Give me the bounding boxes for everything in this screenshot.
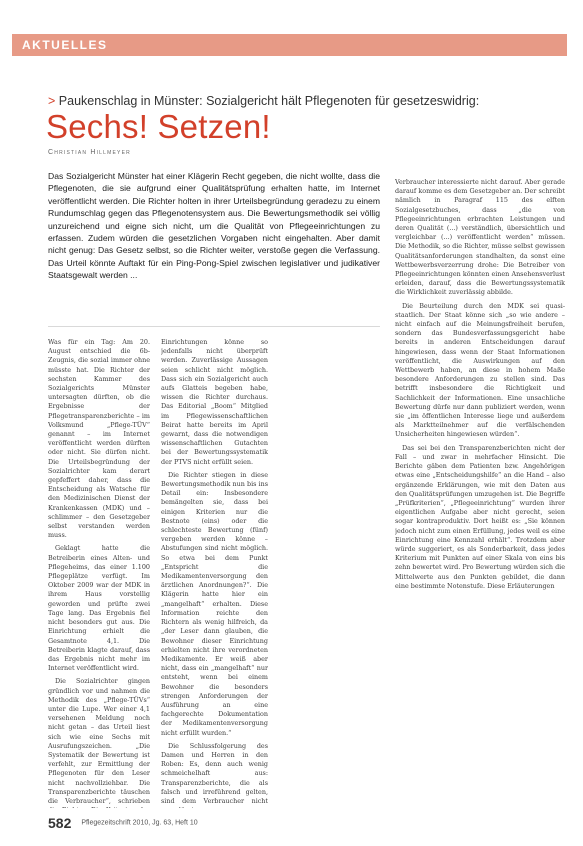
paragraph: Geklagt hatte die Betreiberin eines Alten- und Pflegeheims, das einer 1.100 Pflegeplätze verfügt. Im Oktober 2009 war der MDK in ihrem Haus vorstellig geworden und prüfte zwei Tage lang. Das Ergebnis fiel nicht besonders gut aus. Die Einrichtung erhielt die Gesamtnote 4,1. Die Betreiberin klagte darauf, dass das Ergebnis nicht mehr im Internet veröffentlicht wird. [48,544,150,673]
page-number: 582 [48,815,72,831]
kicker-arrow-icon: > [48,94,56,108]
paragraph: Das sei bei den Transparenzberichten nicht der Fall – und zwar in mehrfacher Hinsicht. Die Berichte gäben dem Patienten bzw. Angehörigen etwas eine „Entscheidungshilfe“ an die Hand – also ergänzende Erklärungen, wie mit den Daten aus den Qualitätsprüfungen umzugehen ist. Die Begriffe „Prüfkriterien“, „Pflegeeinrichtung“ wurden ihrer eigentlichen Aufgabe aber nicht gerecht, seien sogar kontraproduktiv. Dort heißt es: „Sie können jedoch nicht zum einen Erfüllung, jedes weil es eine Einrichtung eine Kennzahl erhält“. Trotzdem aber würde suggeriert, es als Sonderbarkeit, dass jedes Kriterium mit Punkten auf einer Skala von eins bis zehn bewertet wird. Pro Bewertung würden sich die Mittelwerte aus den Punkten gebildet, die dann eine bestimmte Notenstufe. Diese Erläuterungen [395,443,565,590]
body-column-1 [48,338,150,808]
body-column-3 [395,178,565,808]
journal-citation: Pflegezeitschrift 2010, Jg. 63, Heft 10 [81,819,198,827]
paragraph: Die Beurteilung durch den MDK sei quasi-staatlich. Der Staat könne sich „so wie andere – nicht einfach auf die Meinungsfreiheit berufen, sondern das Bundesverfassungsgericht habe bereits in anderen Entscheidungen darauf hingewiesen, dass wenn der Staat Informationen veröffentlicht, die Auswirkungen auf den Wettbewerb haben, an diese in hohem Maße besondere Anforderungen zu stellen sind. Das betrifft insbesondere die Richtigkeit und Sachlichkeit der Informationen. Eine unsachliche Bewertung dürfe nur dann publiziert werden, wenn sie „im öffentlichen Interesse liege und außerdem als Marktteilnehmer auf die verfälschenden Unsicherheiten hingewiesen würden“. [395,301,565,439]
paragraph: Die Sozialrichter gingen gründlich vor und nahmen die Methodik des „Pflege-TÜVs“ unter die Lupe. Wer einer 4,1 versehenen Meldung noch nicht getan – das Urteil liest sich wie eine Sechs mit Ausrufungszeichen. „Die Systematik der Bewertung ist verfehlt, zur Ermittlung der Pflegenoten für den Leser nicht nachvollziehbar. Die Transparenzberichte täuschen die Verbraucher“, schrieben [48,677,150,805]
page-footer [48,815,198,831]
article-headline: Sechs! Setzen! [46,108,271,145]
paragraph: Einrichtungen könne so jedenfalls nicht überprüft werden. Zuverlässige Aussagen seien schlicht nicht möglich. Dass sich ein Sozialgericht auch aufs Glatteis begeben habe, wissen die Richter durchaus. Das Editorial „Boom“ Mitglied im Pflegewissenschaftlichen Beirat hatte bereits im April gewarnt, dass die notwendigen wissenschaftlichen Gutachten bei der Bewertungssystematik der PTVS nicht erfüllt seien. [161,338,268,466]
paragraph: Was für ein Tag: Am 20. August entschied die 6b-Zeugnis, die sozial immer ohne müsste hat. Die Richter der sechsten Kammer des Sozialgerichts Münster untersagten dürften, ob die Ergebnisse der Pflegetransparenzberichte – im Volksmund „Pflege-TÜV“ genannt – im Internet veröffentlicht werden dürften oder nicht. Sie dürfen nicht. Die Urteilsbegründung der Sozialrichter kam derart gepfeffert daher, dass die Entscheidung als Watsche für den Medizinischen Dienst der Krankenkassen (MDK) und – schlimmer – den Gesetzgeber selbst verstanden werden muss. [48,338,150,540]
lead-divider [48,326,380,327]
body-column-2 [161,338,268,808]
article-lead: Das Sozialgericht Münster hat einer Klägerin Recht gegeben, die nicht wollte, dass die Pflegenoten, die sie aufgrund einer Qualitätsprüfung erhalten hatte, im Internet veröffentlicht werden. Die Richter holten in ihrer Urteilsbegründung geradezu zu einem Rundumschlag gegen das Pflegenotensystem aus. Die Bewertungsmethodik sei völlig unzureichend und eigne sich nicht, um die Qualität von Pflegeeinrichtungen zu erfassen. Zudem würden die gesetzlichen Vorgaben nicht eingehalten. Aber damit nicht genug: Das Gesetz selbst, so die Richter weiter, verstoße gegen die Verfassung. Das Urteil könnte Auftakt für ein Ping-Pong-Spiel zwischen legislativer und judikativer Staatsgewalt werden ... [48,171,380,281]
kicker-text: Paukenschlag in Münster: Sozialgericht hält Pflegenoten für gesetzeswidrig: [58,94,480,108]
article-kicker [48,94,548,108]
paragraph: Die Richter stiegen in diese Bewertungsmethodik nun bis ins Detail ein: Insbesondere bemängelten sie, dass bei einigen Kriterien nur die Bestnote (eins) oder die schlechteste Bewertung (fünf) vergeben werden könne – Abstufungen sind nicht möglich. So etwa bei dem Punkt „Entspricht die Medikamentenversorgung den ärztlichen Anordnungen?“. Die Klägerin hatte hier ein „mangelhaft“ erhalten. Diese Information reichte den Richtern als wenig hilfreich, da „der Leser dann glauben, die Bewohner dieser Einrichtung erhielten nicht ihre verordneten Medikamente. Er weiß aber nicht, dass ein „mangelhaft“ nur entsteht, wenn bei einem Bewohner die besonders strengen Anforderungen der Ausführung an eine fachgerechte Dokumentation der Medikamentenversorgung nicht erfüllt wurden.“ [161,470,268,737]
article-author: Christian Hillmeyer [48,149,131,156]
section-label: AKTUELLES [22,38,108,52]
paragraph: Verbraucher interessierte nicht darauf. Aber gerade darauf komme es dem Gesetzgeber an. Der schreibt nämlich in Paragraf 115 des elften Sozialgesetzbuches, dass „die von Pflegeeinrichtungen erbrachten Leistungen und deren Qualität (...) verständlich, übersichtlich und vergleichbar (...) veröffentlicht werden“ müssen. Die Methodik, so die Richter, müsse selbst gewissen Qualitätsanforderungen standhalten, da sonst eine Wettbewerbsverzerrung drohe: Die Betreiber von Pflegeeinrichtungen könnten einen Ansehensverlust erleiden, darauf, dass die Bewertungssystematik die Wirklichkeit zuverlässig abbilde. [395,178,565,297]
paragraph: Die Schlussfolgerung des Damen und Herren in den Roben: Es, denn auch wenig schmeichelhaft aus: Transparenzberichte, die als falsch und irreführend gelten, sind dem Verbraucher nicht [161,741,268,805]
